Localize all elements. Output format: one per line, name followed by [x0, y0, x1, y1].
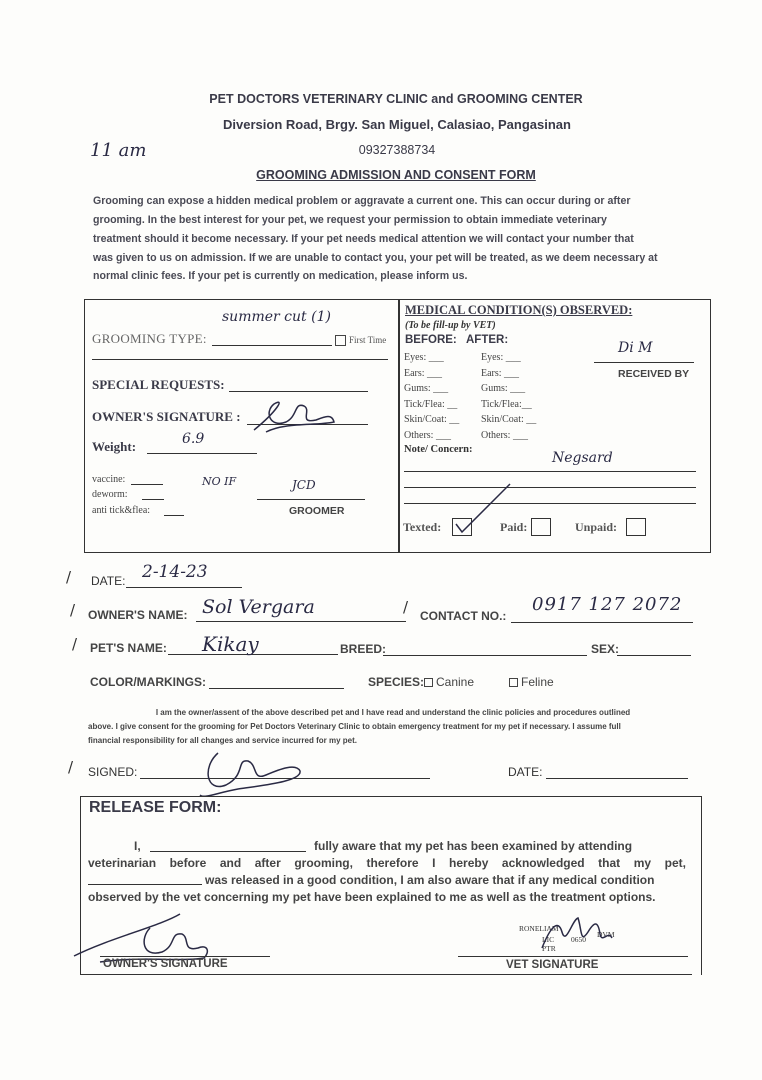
note-label: Note/ Concern: — [404, 444, 473, 455]
medical-subtitle: (To be fill-up by VET) — [405, 320, 496, 331]
intro-line-2: grooming. In the best interest for your pet, we request your permission to obtain immediate veterinary — [93, 214, 607, 226]
check-before-skin[interactable]: Skin/Coat: __ — [404, 414, 460, 425]
check-before-gums[interactable]: Gums: ___ — [404, 383, 449, 394]
first-time-checkbox[interactable] — [335, 335, 386, 346]
release-line-3-end: was released in a good condition, I am also aware that if any medical condition — [205, 873, 655, 887]
pet-name-value: Kikay — [202, 632, 259, 656]
vet-suffix: DVM — [597, 930, 615, 939]
first-time-label: First Time — [349, 335, 387, 345]
after-checks — [481, 350, 536, 443]
owner-signature-release-label: OWNER'S SIGNATURE — [103, 958, 228, 970]
vet-ptr-label: PTR — [542, 944, 556, 953]
release-line-1-start: I, — [134, 839, 141, 853]
vaccine-note: NO IF — [202, 475, 237, 488]
texted-label: Texted: — [403, 520, 442, 534]
signed-signature-scribble — [196, 745, 308, 803]
sex-label: SEX: — [591, 642, 620, 656]
time-note: 11 am — [90, 140, 147, 161]
owner-signature-scribble — [246, 392, 338, 440]
consent-line-1: I am the owner/assent of the above described pet and I have read and understand the clinic policies and procedures outlined — [155, 708, 631, 717]
special-requests-label: SPECIAL REQUESTS: — [92, 377, 225, 392]
consent-line-2: above. I give consent for the grooming for Pet Doctors Veterinary Clinic to obtain emergency treatment for my pet if necessary. I assume full — [88, 722, 621, 731]
before-label: BEFORE: — [405, 334, 457, 346]
check-before-others[interactable]: Others: ___ — [404, 429, 451, 441]
vet-name: RONELIAM — [519, 924, 559, 933]
contact-value: 0917 127 2072 — [532, 594, 683, 615]
intro-line-3: treatment should it become necessary. If your pet needs medical attention we will contact your number that — [93, 233, 634, 245]
check-after-others[interactable]: Others: ___ — [481, 429, 528, 441]
pet-name-label: PET'S NAME: — [90, 641, 167, 655]
date-value: 2-14-23 — [142, 562, 208, 582]
canine-option[interactable] — [424, 675, 474, 689]
vet-lic-number: 0650 — [571, 935, 586, 944]
check-before-tick[interactable]: Tick/Flea: __ — [404, 398, 458, 410]
received-by-label: RECEIVED BY — [618, 368, 690, 380]
paid-label: Paid: — [500, 520, 528, 534]
check-after-eyes[interactable]: Eyes: ___ — [481, 352, 521, 363]
signed-date-label: DATE: — [508, 765, 543, 779]
consent-line-3: financial responsibility for all changes and service incurred for my pet. — [88, 736, 357, 745]
weight-label: Weight: — [92, 439, 137, 454]
groomer-value: JCD — [292, 478, 316, 492]
check-after-tick[interactable]: Tick/Flea:__ — [481, 398, 532, 410]
grooming-type-value: summer cut (1) — [222, 309, 331, 325]
check-after-skin[interactable]: Skin/Coat: __ — [481, 414, 537, 425]
release-title: RELEASE FORM: — [89, 799, 222, 816]
check-before-ears[interactable]: Ears: ___ — [404, 367, 443, 379]
groomer-label: GROOMER — [289, 505, 345, 517]
before-checks — [404, 350, 459, 443]
breed-label: BREED: — [340, 642, 387, 656]
received-by-value: Di M — [618, 340, 653, 356]
grooming-type-label: GROOMING TYPE: — [92, 331, 207, 346]
check-before-eyes[interactable]: Eyes: ___ — [404, 352, 444, 363]
vet-lic-label: LIC — [542, 935, 555, 944]
clinic-name: PET DOCTORS VETERINARY CLINIC and GROOMING CENTER — [209, 92, 583, 106]
clinic-phone: 09327388734 — [358, 143, 436, 157]
vaccine-label: vaccine: — [92, 474, 126, 485]
release-line-2: veterinarian before and after grooming, therefore I hereby acknowledged that my pet, — [88, 856, 686, 870]
color-markings-label: COLOR/MARKINGS: — [90, 675, 206, 689]
feline-label: Feline — [521, 675, 554, 689]
intro-line-1: Grooming can expose a hidden medical problem or aggravate a current one. This can occur during or after — [93, 195, 631, 207]
form-title: GROOMING ADMISSION AND CONSENT FORM — [256, 168, 536, 182]
vet-signature-scribble — [536, 910, 616, 956]
anti-tick-label: anti tick&flea: — [92, 505, 151, 516]
owner-name-label: OWNER'S NAME: — [88, 608, 188, 622]
note-value: Negsard — [552, 450, 613, 466]
check-after-gums[interactable]: Gums: ___ — [481, 383, 526, 394]
unpaid-checkbox[interactable] — [626, 518, 646, 536]
check-after-ears[interactable]: Ears: ___ — [481, 367, 520, 379]
weight-value: 6.9 — [182, 431, 205, 447]
vet-signature-label: VET SIGNATURE — [506, 959, 599, 971]
medical-title: MEDICAL CONDITION(S) OBSERVED: — [405, 303, 633, 317]
owner-name-value: Sol Vergara — [202, 596, 315, 618]
species-label: SPECIES: — [368, 675, 425, 689]
after-label: AFTER: — [466, 334, 509, 346]
date-label: DATE: — [91, 574, 126, 588]
intro-line-5: normal clinic fees. If your pet is currently on medication, please inform us. — [93, 270, 468, 282]
feline-option[interactable] — [509, 675, 554, 689]
release-line-1-end: fully aware that my pet has been examined by attending — [314, 839, 633, 853]
owner-signature-label: OWNER'S SIGNATURE : — [92, 409, 241, 424]
contact-label: CONTACT NO.: — [420, 609, 507, 623]
release-line-4: observed by the vet concerning my pet have been explained to me as well as the treatment options. — [88, 890, 656, 904]
clinic-address: Diversion Road, Brgy. San Miguel, Calasiao, Pangasinan — [223, 117, 571, 132]
unpaid-label: Unpaid: — [575, 520, 618, 534]
signed-label: SIGNED: — [88, 765, 138, 779]
paid-checkbox[interactable] — [531, 518, 551, 536]
canine-label: Canine — [436, 675, 475, 689]
intro-line-4: was given to us on admission. If we are unable to contact you, your pet will be treated, as we deem necessary at — [93, 252, 658, 264]
deworm-label: deworm: — [92, 489, 128, 500]
